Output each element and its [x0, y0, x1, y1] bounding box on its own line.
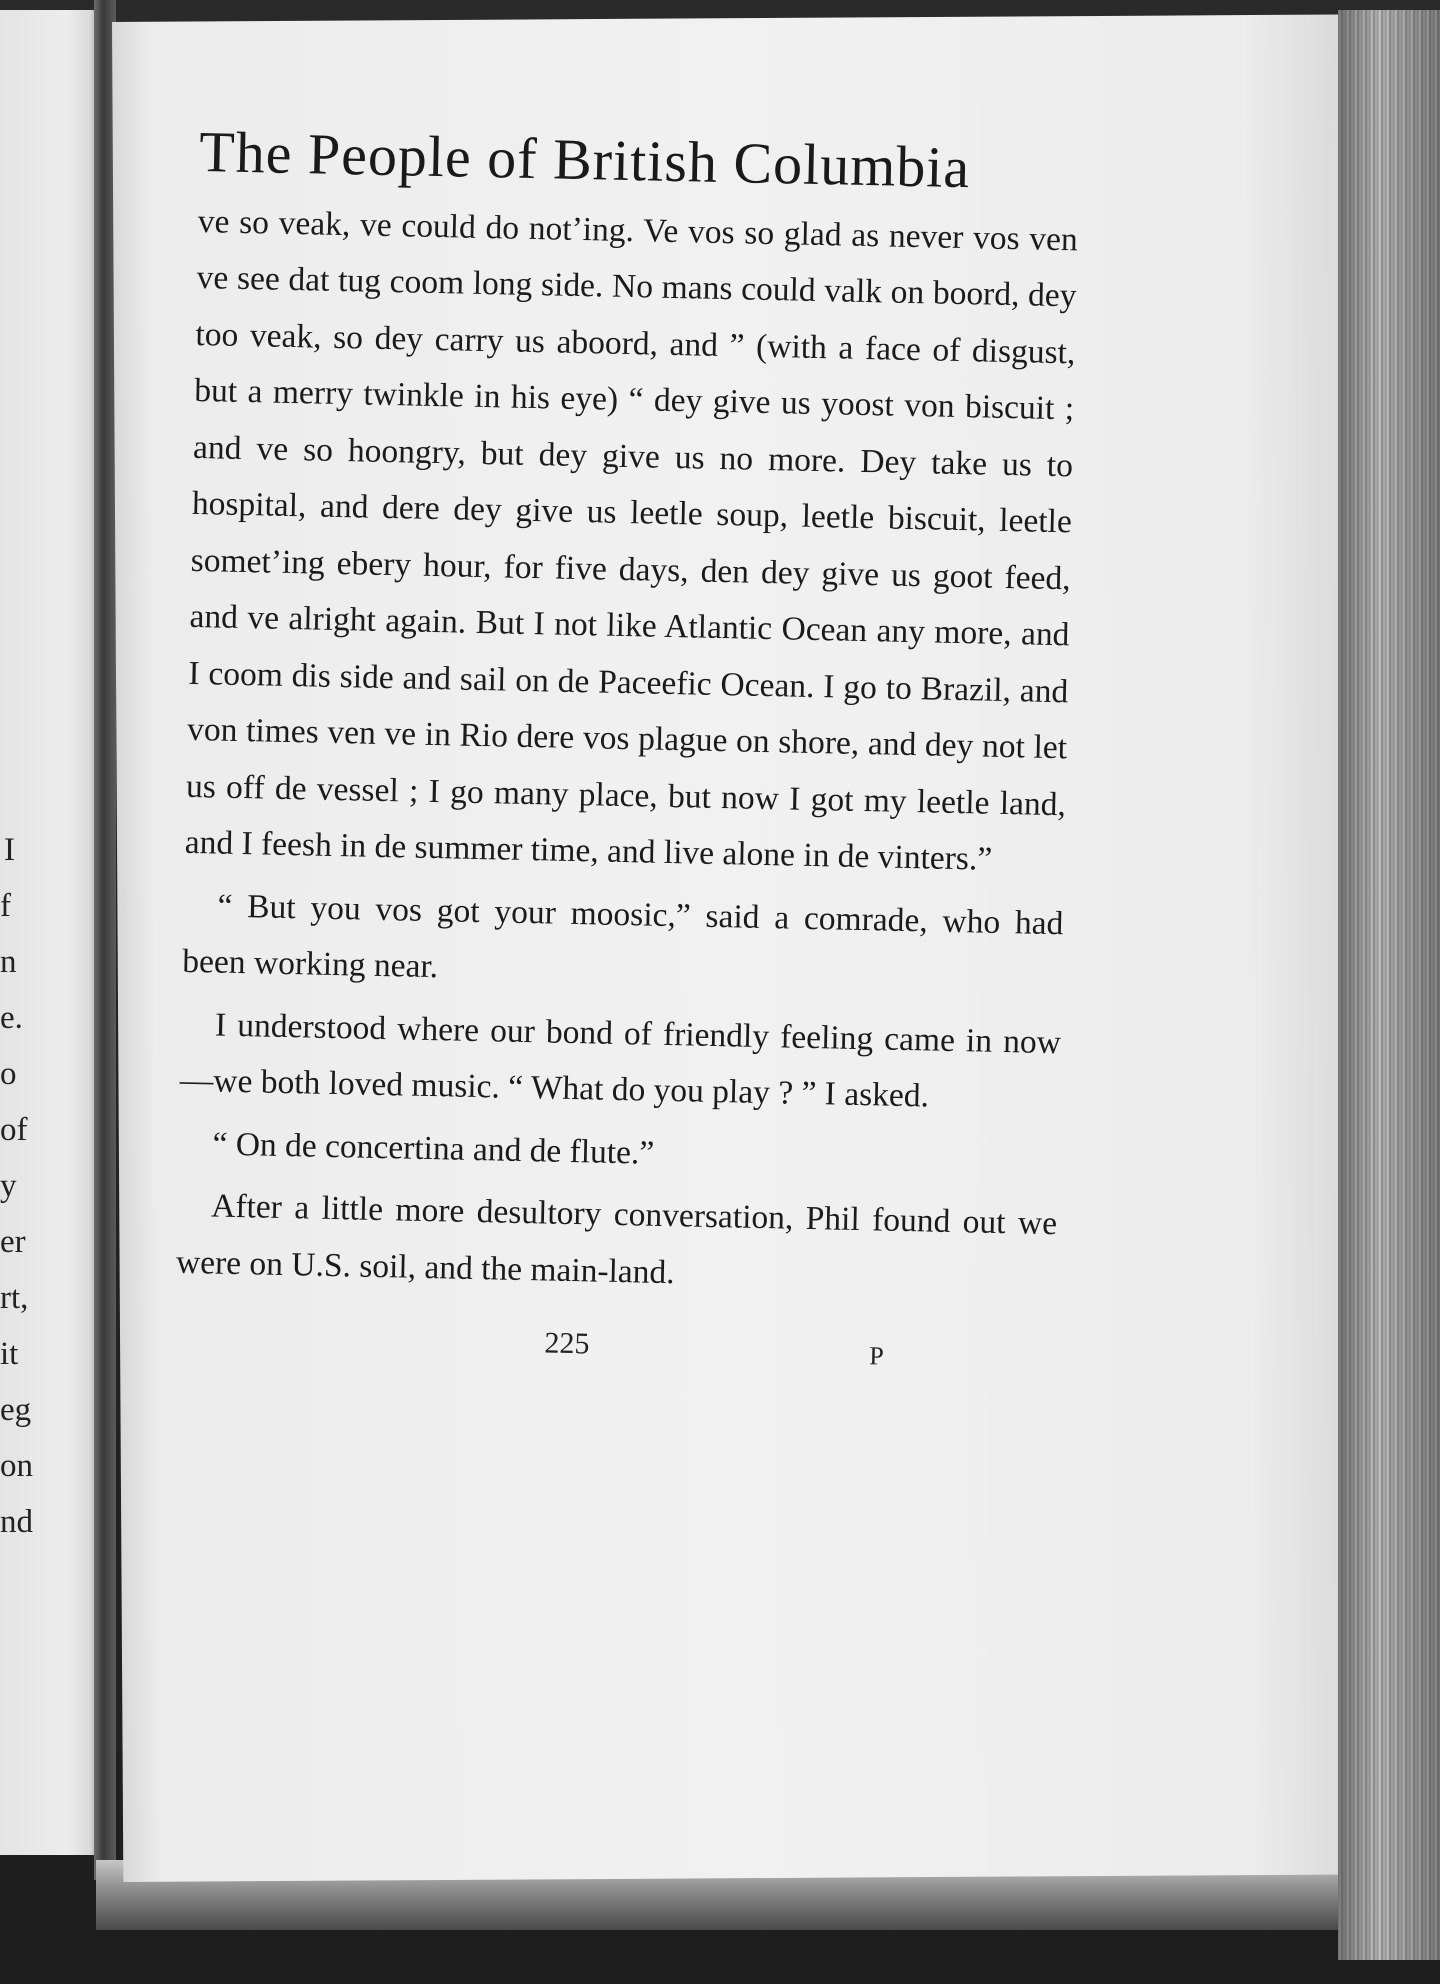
- left-page-fragment: I: [4, 832, 15, 868]
- left-page-fragment: on: [0, 1448, 33, 1484]
- paragraph: After a little more desultory conversation, Phil found out we were on U.S. soil, and the main-land.: [175, 1187, 1058, 1291]
- page-text-block: [174, 120, 1080, 1397]
- left-page-fragment: rt,: [0, 1280, 29, 1316]
- left-page-fragment: it: [0, 1336, 19, 1372]
- signature-mark: P: [868, 1341, 885, 1371]
- paragraph: “ But you vos got your moosic,” said a comrade, who had been working near.: [181, 887, 1064, 986]
- page-block-shadow: [1338, 10, 1440, 1960]
- left-page-fragment: o: [0, 1056, 17, 1092]
- running-head: The People of British Columbia: [198, 119, 971, 201]
- left-page-fragment: e.: [0, 1000, 23, 1036]
- paragraph: I understood where our bond of friendly feeling came in now—we both loved music. “ What do you play ? ” I asked.: [179, 1006, 1062, 1115]
- page-number: 225: [544, 1326, 590, 1361]
- left-page-fragment: eg: [0, 1392, 32, 1428]
- paragraph: “ On de concertina and de flute.”: [212, 1125, 655, 1172]
- facing-left-page: [0, 10, 98, 1855]
- left-page-fragment: nd: [0, 1504, 33, 1540]
- paragraph: ve so veak, ve could do not’ing. Ve vos so glad as never vos ven ve see dat tug coom long side. No mans could valk on boord, dey too veak, so dey carry us aboord, and ” (with a face of disgust, but a merry twinkle in his eye) “ dey give us yoost von biscuit ; and ve so hoongry, but dey give us no more. Dey take us to hospital, and dere dey give us leetle soup, leetle biscuit, leetle somet’ing ebery hour, for five days, den dey give us goot feed, and ve alright again. But I not like Atlantic Ocean any more, and I coom dis side and sail on de Paceefic Ocean. I go to Brazil, and von times ven ve in Rio dere vos plague on shore, and dey not let us off de vessel ; I go many place, but now I got my leetle land, and I feesh in de summer time, and live alone in de vinters.”: [184, 202, 1079, 879]
- left-page-fragment: y: [0, 1168, 17, 1204]
- left-page-fragment: er: [0, 1224, 26, 1260]
- left-page-fragment: of: [0, 1112, 28, 1148]
- left-page-fragment: f: [0, 888, 11, 924]
- left-page-fragment: n: [0, 944, 17, 980]
